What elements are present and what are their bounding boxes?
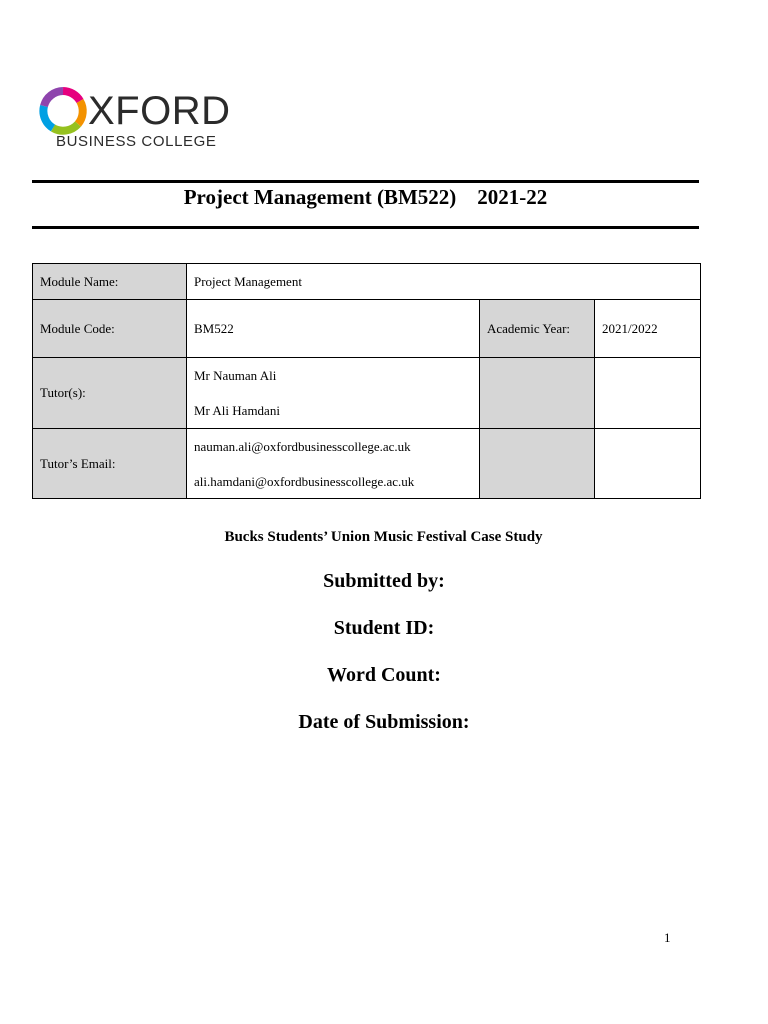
logo-wordmark: XFORD: [88, 89, 231, 133]
module-code-value: BM522: [187, 300, 480, 358]
bottom-rule: [32, 226, 699, 229]
empty-value-cell: [595, 358, 701, 429]
case-study-title: Bucks Students’ Union Music Festival Case Study: [224, 529, 543, 545]
ring-segment-orange: [78, 101, 83, 124]
logo-ring-icon: [38, 86, 88, 136]
ring-segment-green: [53, 124, 78, 131]
academic-year-value: 2021/2022: [595, 300, 701, 358]
student-id-field: Student ID:: [333, 617, 435, 639]
ring-segment-pink: [63, 91, 80, 101]
academic-year-label: Academic Year:: [480, 300, 595, 358]
module-name-label: Module Name:: [33, 264, 187, 300]
empty-label-cell: [480, 429, 595, 499]
module-name-value: Project Management: [187, 264, 701, 300]
tutor-name: Mr Nauman Ali: [194, 368, 277, 383]
module-code-label: Module Code:: [33, 300, 187, 358]
table-row: [33, 300, 701, 358]
table-row: [33, 429, 701, 499]
word-count-field: Word Count:: [327, 664, 441, 686]
tutors-label: Tutor(s):: [33, 358, 187, 429]
tutors-value: [187, 358, 480, 429]
logo-subtitle: BUSINESS COLLEGE: [56, 133, 217, 150]
empty-value-cell: [595, 429, 701, 499]
empty-label-cell: [480, 358, 595, 429]
tutor-email-value: [187, 429, 480, 499]
tutor-email[interactable]: nauman.ali@oxfordbusinesscollege.ac.uk: [194, 439, 411, 454]
ring-segment-blue: [43, 106, 53, 128]
table-row: [33, 264, 701, 300]
table-row: [33, 358, 701, 429]
ring-segment-purple: [44, 91, 63, 106]
oxford-business-college-logo: [38, 86, 231, 156]
tutor-email-label: Tutor’s Email:: [33, 429, 187, 499]
submitted-by-field: Submitted by:: [323, 570, 445, 592]
submission-date-field: Date of Submission:: [298, 711, 470, 733]
page-number: 1: [664, 930, 671, 945]
document-title: Project Management (BM522) 2021-22: [183, 185, 548, 209]
tutor-name: Mr Ali Hamdani: [194, 403, 280, 418]
tutor-email[interactable]: ali.hamdani@oxfordbusinesscollege.ac.uk: [194, 474, 415, 489]
module-info-table: [32, 263, 701, 499]
